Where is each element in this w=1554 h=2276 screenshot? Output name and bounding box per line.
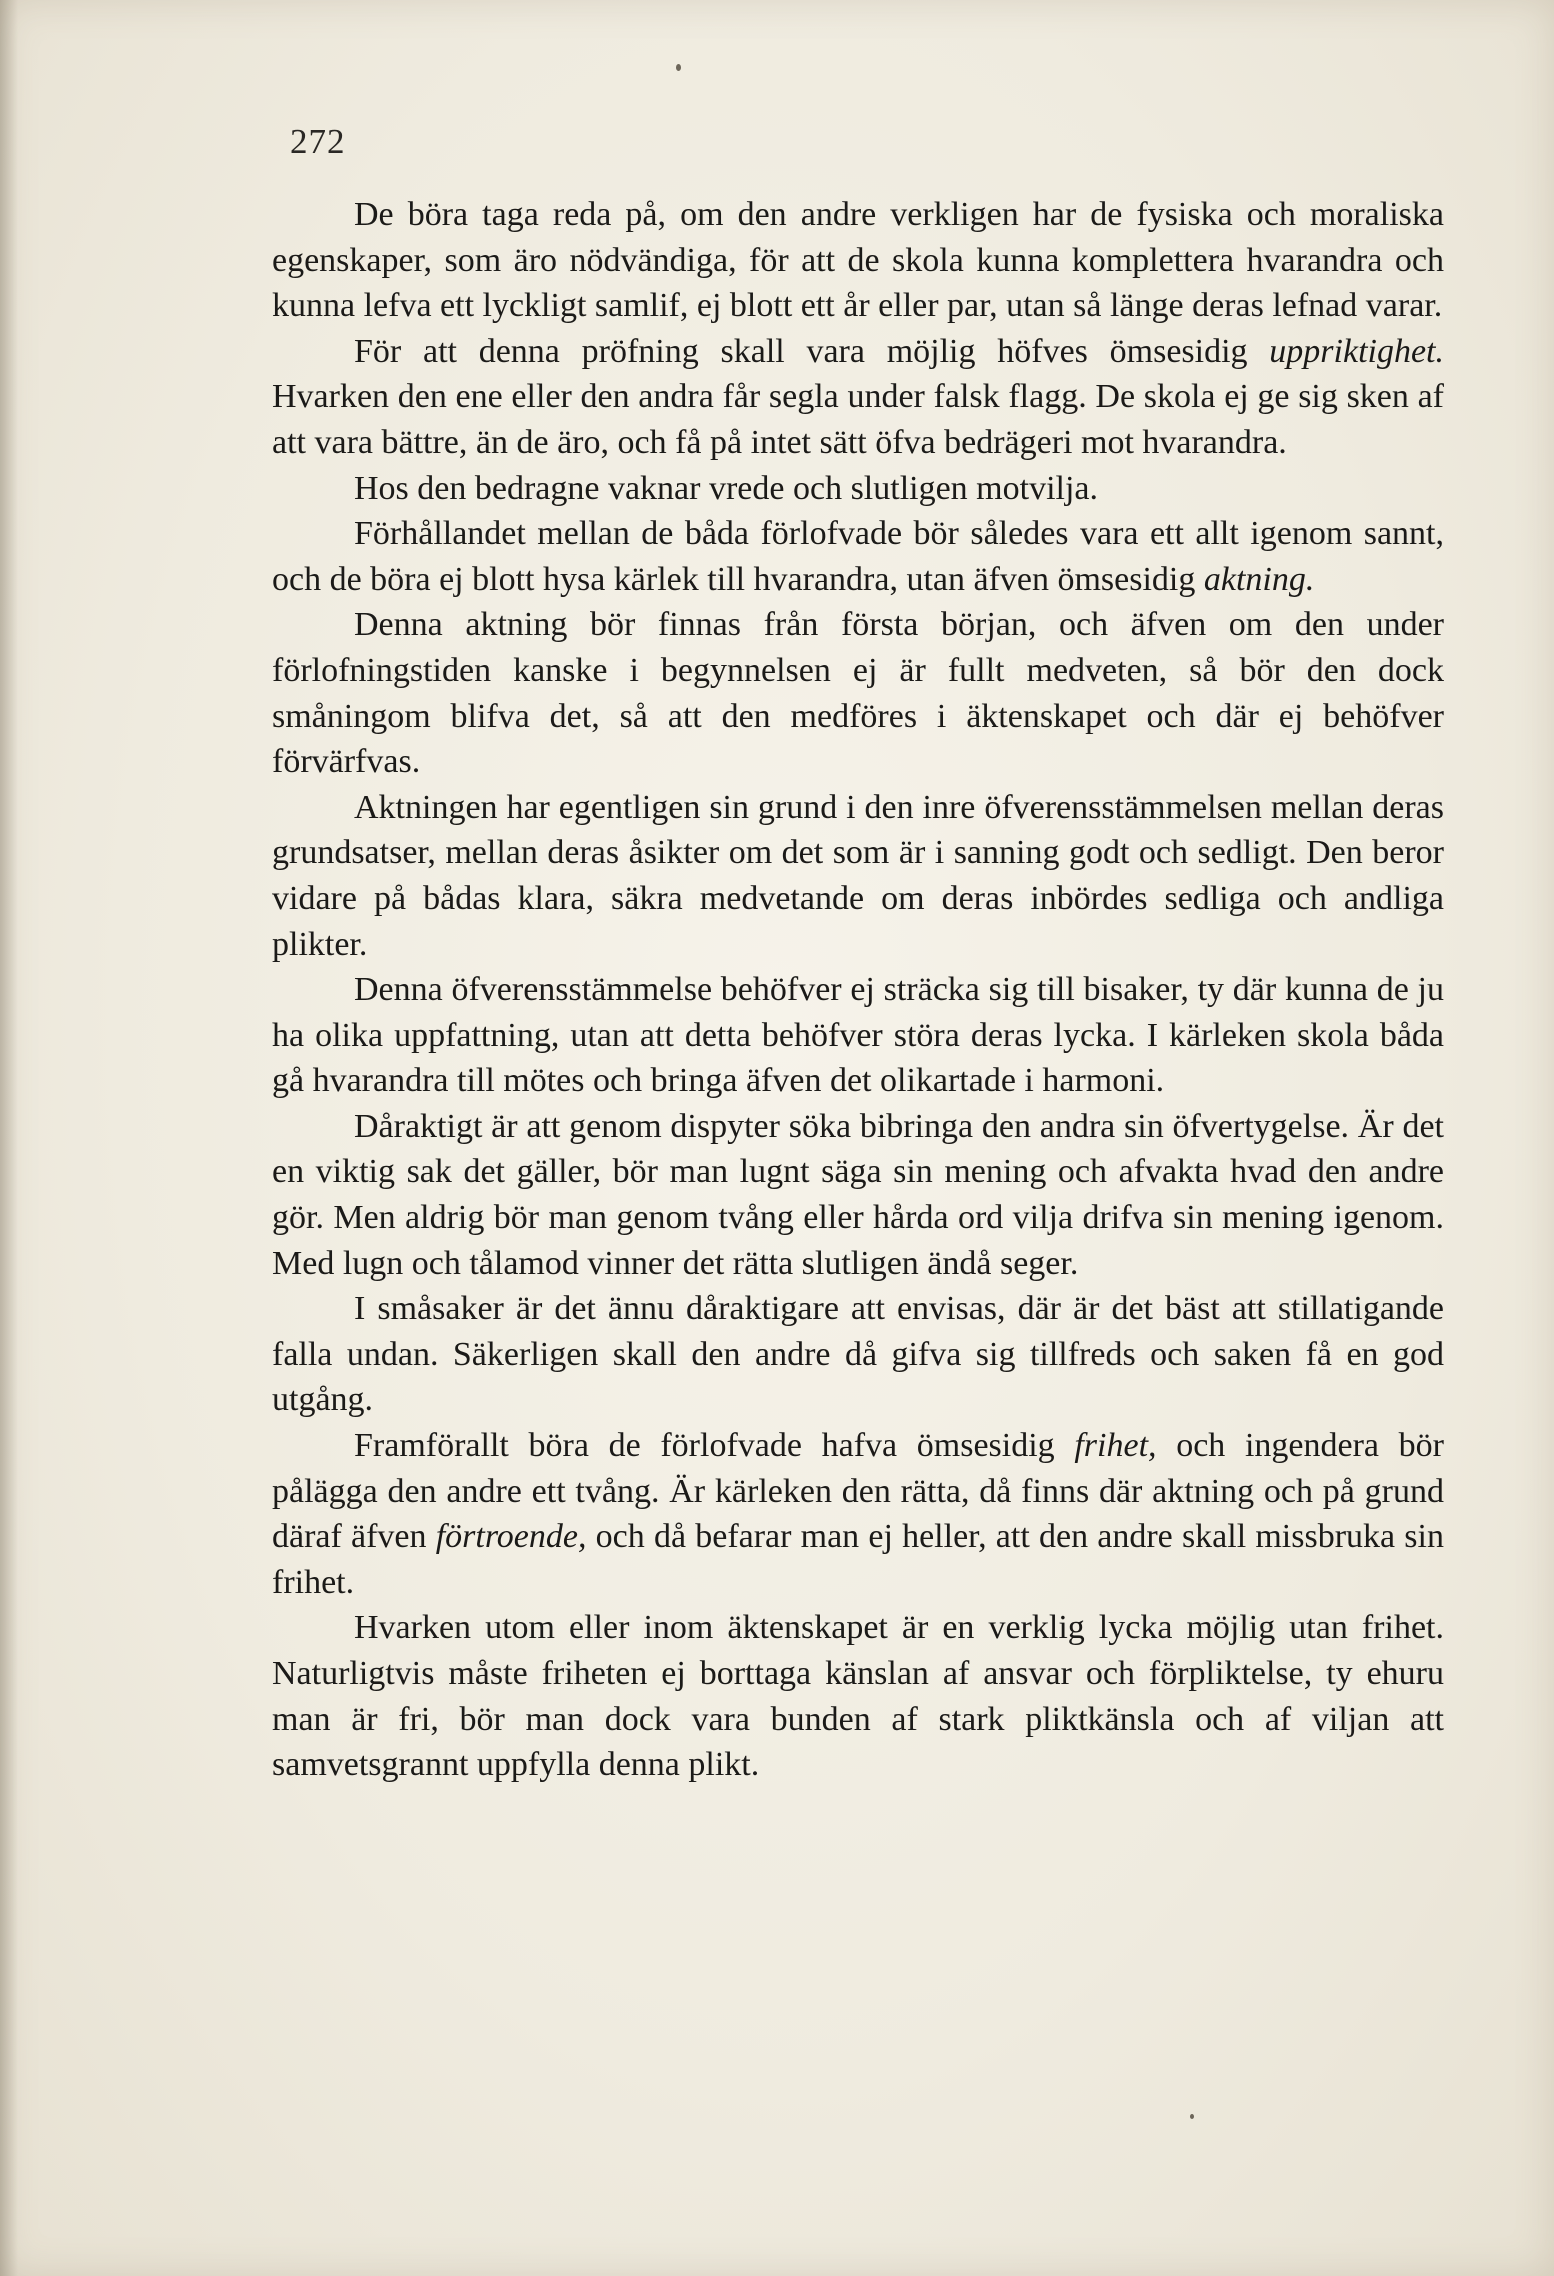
paragraph-text: Aktningen har egentligen sin grund i den inre öfverensstämmelsen mellan deras grundsatser, mellan deras åsikter om det som är i sanning godt och sedligt. Den beror vidare på bådas klara, säkra medvetande om deras inbördes sedliga och andliga plikter. [272,788,1444,963]
paragraph [272,329,1444,466]
paragraph-text: och ingendera bör pålägga den andre ett tvång. Är kärleken den rätta, då finns där aktning och på grund däraf äfven [272,1427,1444,1556]
paragraph [272,967,1444,1104]
paragraph-text: Dåraktigt är att genom dispyter söka bibringa den andra sin öfvertygelse. Är det en viktig sak det gäller, bör man lugnt säga sin mening och afvakta hvad den andre gör. Men aldrig bör man genom tvång eller hårda ord vilja drifva sin mening igenom. Med lugn och tålamod vinner det rätta slutligen ändå seger. [272,1107,1444,1282]
paragraph-text: Förhållandet mellan de båda förlofvade bör således vara ett allt igenom sannt, och de böra ej blott hysa kärlek till hvarandra, utan äfven ömsesidig [272,515,1444,598]
paragraph [272,192,1444,329]
paragraph [272,466,1444,512]
paragraph-text: Framförallt böra de förlofvade hafva ömsesidig [354,1427,1075,1465]
emphasis-text: uppriktighet. [1269,332,1444,370]
body-text [272,192,1444,1788]
emphasis-text: förtroende, [435,1518,587,1556]
paragraph [272,1104,1444,1286]
paragraph [272,602,1444,784]
page-edge-shadow [0,0,18,2276]
paragraph-text: För att denna pröfning skall vara möjlig höfves ömsesidig [354,332,1270,370]
paragraph-text: Hvarken den ene eller den andra får segla under falsk flagg. De skola ej ge sig sken af att vara bättre, än de äro, och få på intet sätt öfva bedrägeri mot hvarandra. [272,378,1444,461]
paragraph-text: och då befarar man ej heller, att den andre skall missbruka sin frihet. [272,1518,1444,1601]
paragraph-text: I småsaker är det ännu dåraktigare att envisas, där är det bäst att stillatigande falla undan. Säkerligen skall den andre då gifva sig tillfreds och saken få en god utgång. [272,1290,1444,1419]
paragraph-text: Hos den bedragne vaknar vrede och slutligen motvilja. [354,469,1098,507]
paragraph [272,1286,1444,1423]
paper-speck [676,64,681,71]
paragraph-text: Denna aktning bör finnas från första början, och äfven om den under förlofningstiden kanske i begynnelsen ej är fullt medveten, så bör den dock småningom blifva det, så att den medföres i äktenskapet och där ej behöfver förvärfvas. [272,606,1444,781]
emphasis-text: aktning. [1203,560,1315,598]
paragraph-text: Denna öfverensstämmelse behöfver ej sträcka sig till bisaker, ty där kunna de ju ha olika uppfattning, utan att detta behöfver störa deras lycka. I kärleken skola båda gå hvarandra till mötes och bringa äfven det olikartade i harmoni. [272,971,1444,1100]
paper-speck [1190,2114,1194,2119]
page-number: 272 [290,122,346,161]
emphasis-text: frihet, [1074,1427,1157,1465]
paragraph [272,511,1444,602]
paragraph [272,785,1444,967]
paragraph [272,1423,1444,1605]
paragraph-text: De böra taga reda på, om den andre verkligen har de fysiska och moraliska egenskaper, som äro nödvändiga, för att de skola kunna komplettera hvarandra och kunna lefva ett lyckligt samlif, ej blott ett år eller par, utan så länge deras lefnad varar. [272,196,1444,325]
paragraph-text: Hvarken utom eller inom äktenskapet är en verklig lycka möjlig utan frihet. Naturligtvis måste friheten ej borttaga känslan af ansvar och förpliktelse, ty ehuru man är fri, bör man dock vara bunden af stark pliktkänsla och af viljan att samvetsgrannt uppfylla denna plikt. [272,1609,1444,1784]
paragraph [272,1605,1444,1787]
